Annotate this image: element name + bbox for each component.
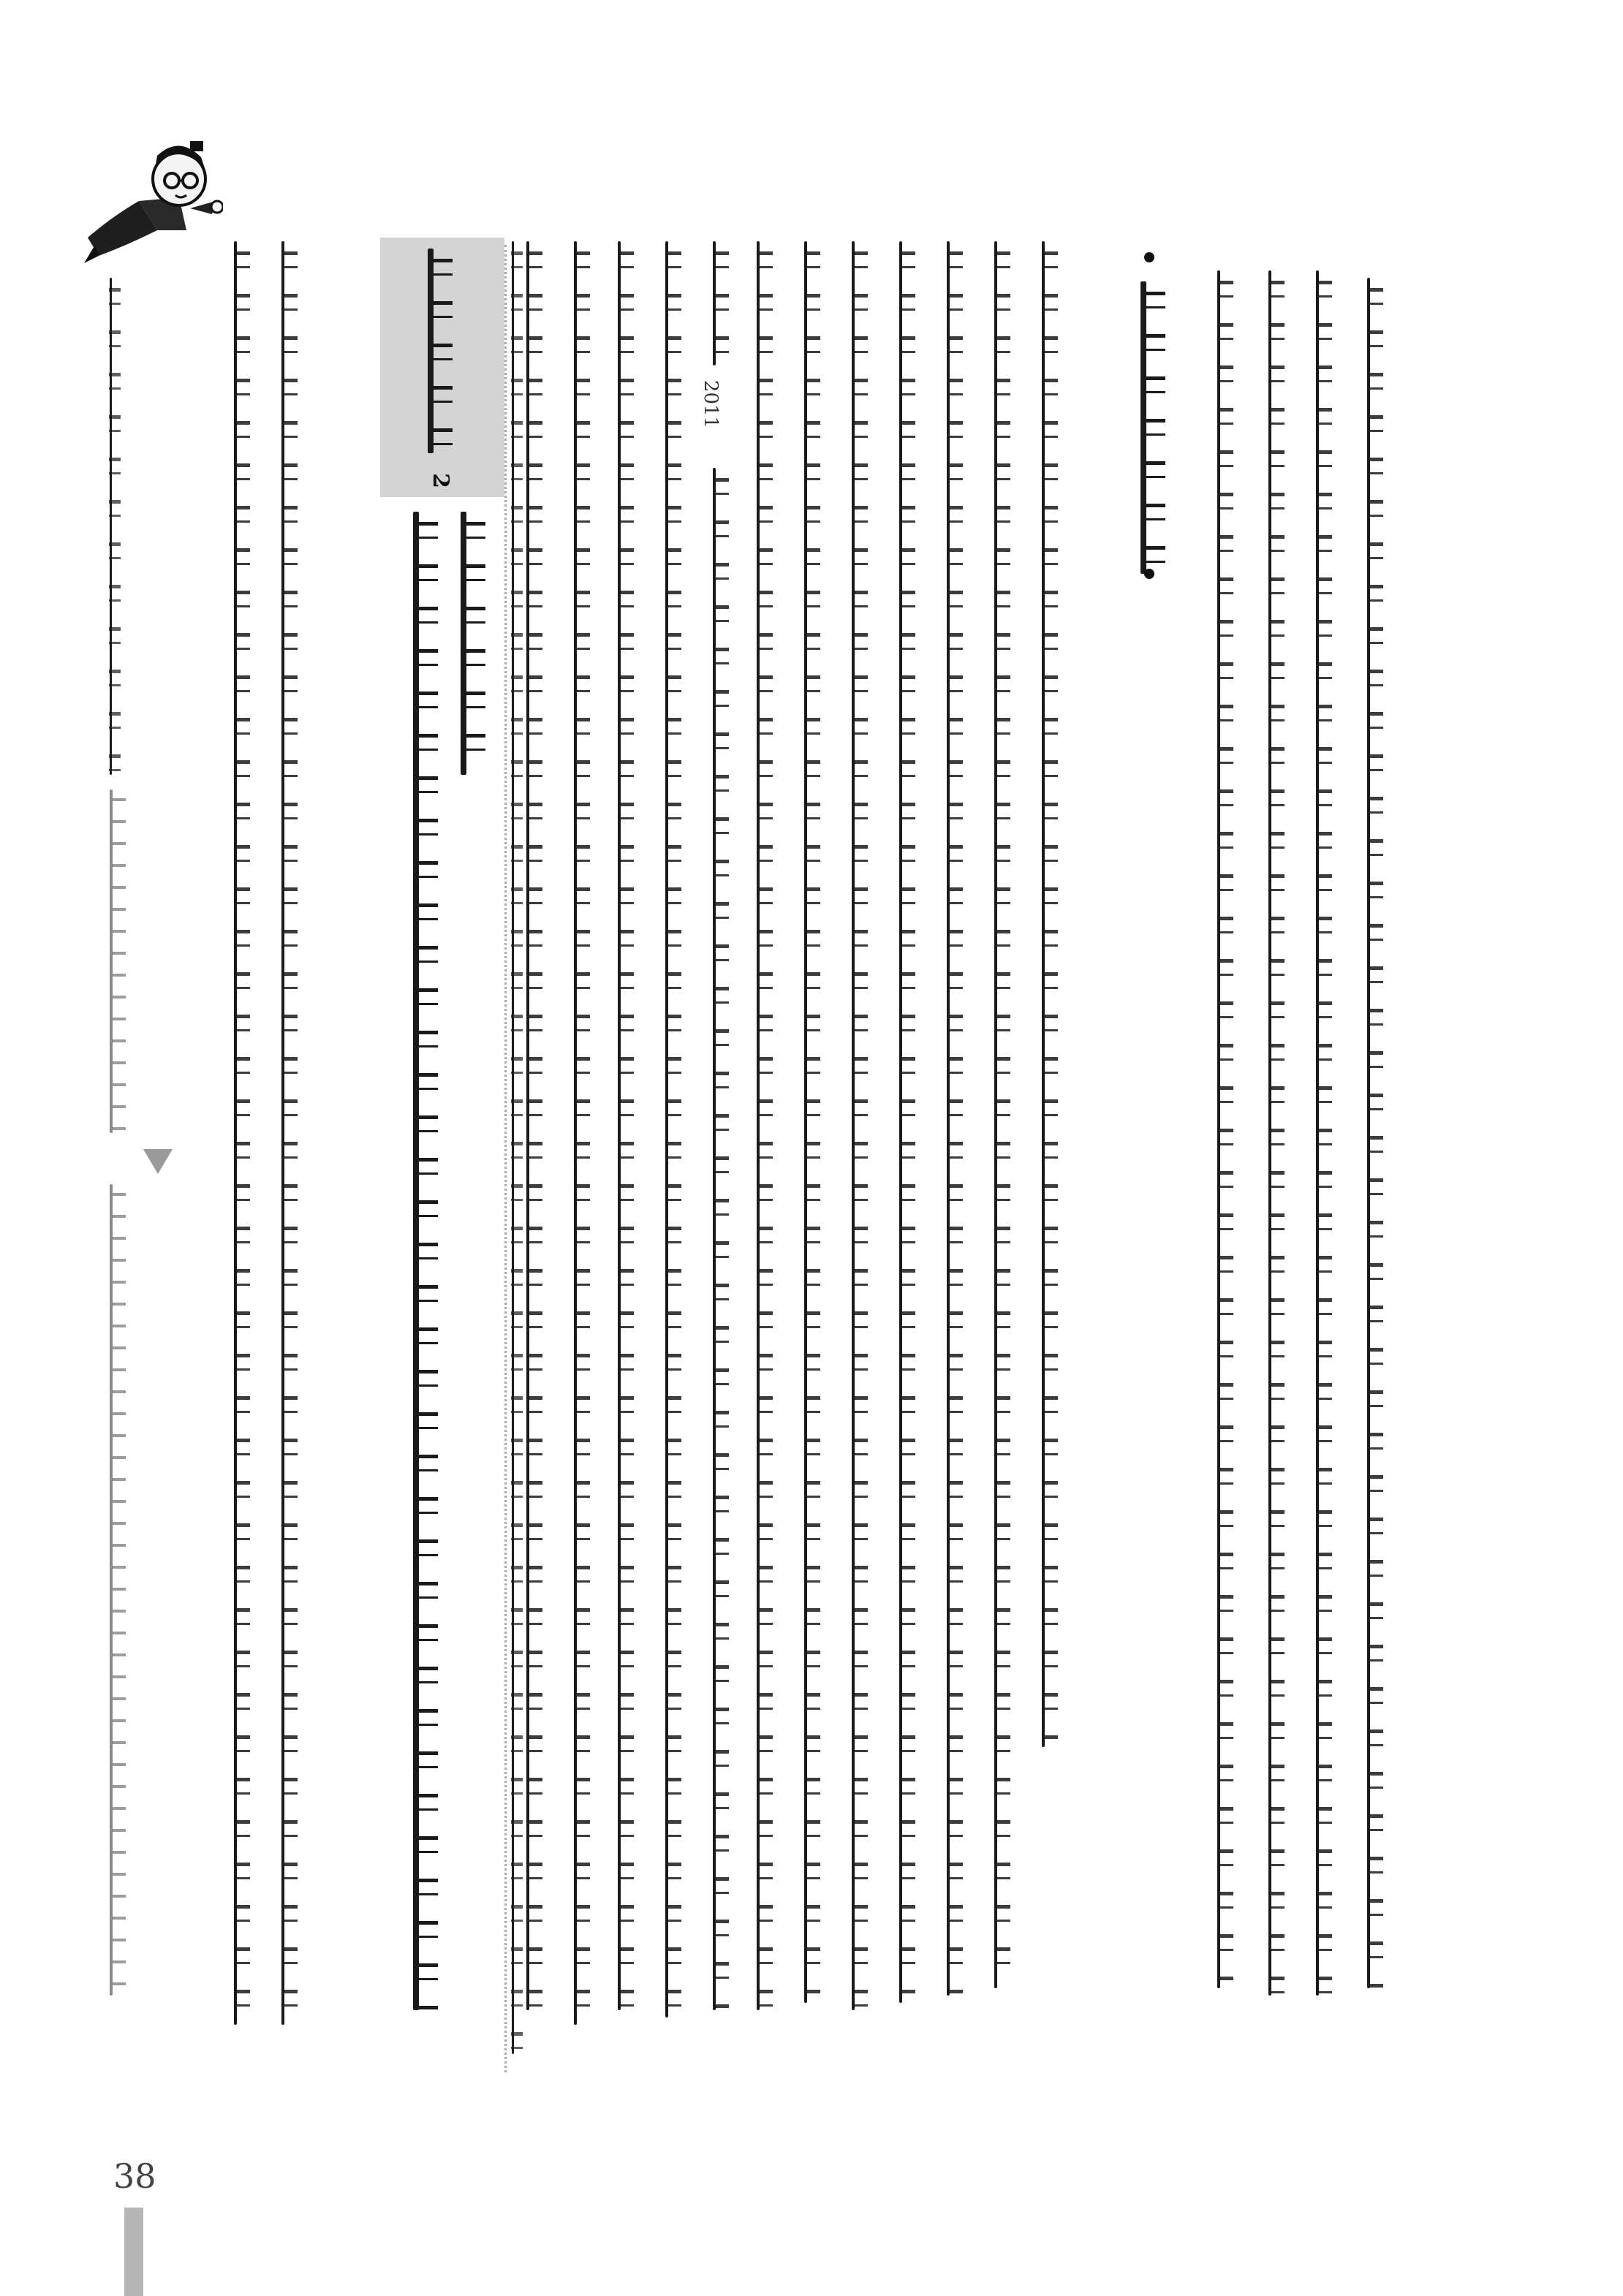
- bullet-heading: [1140, 281, 1146, 574]
- bullet-icon: [1144, 569, 1154, 579]
- header-arrow-icon: [143, 1149, 173, 1174]
- year-number: 2011: [700, 380, 722, 429]
- page-number: 38: [113, 2156, 156, 2196]
- bullet-icon: [1144, 252, 1154, 262]
- section-title: [413, 512, 419, 2010]
- section-divider: [504, 245, 507, 2072]
- section-title-line2: [461, 512, 466, 775]
- mascot-illustration: [69, 128, 223, 267]
- section-label: [428, 249, 434, 453]
- footer-bar: [124, 2208, 143, 2296]
- section-number: 2: [427, 473, 453, 488]
